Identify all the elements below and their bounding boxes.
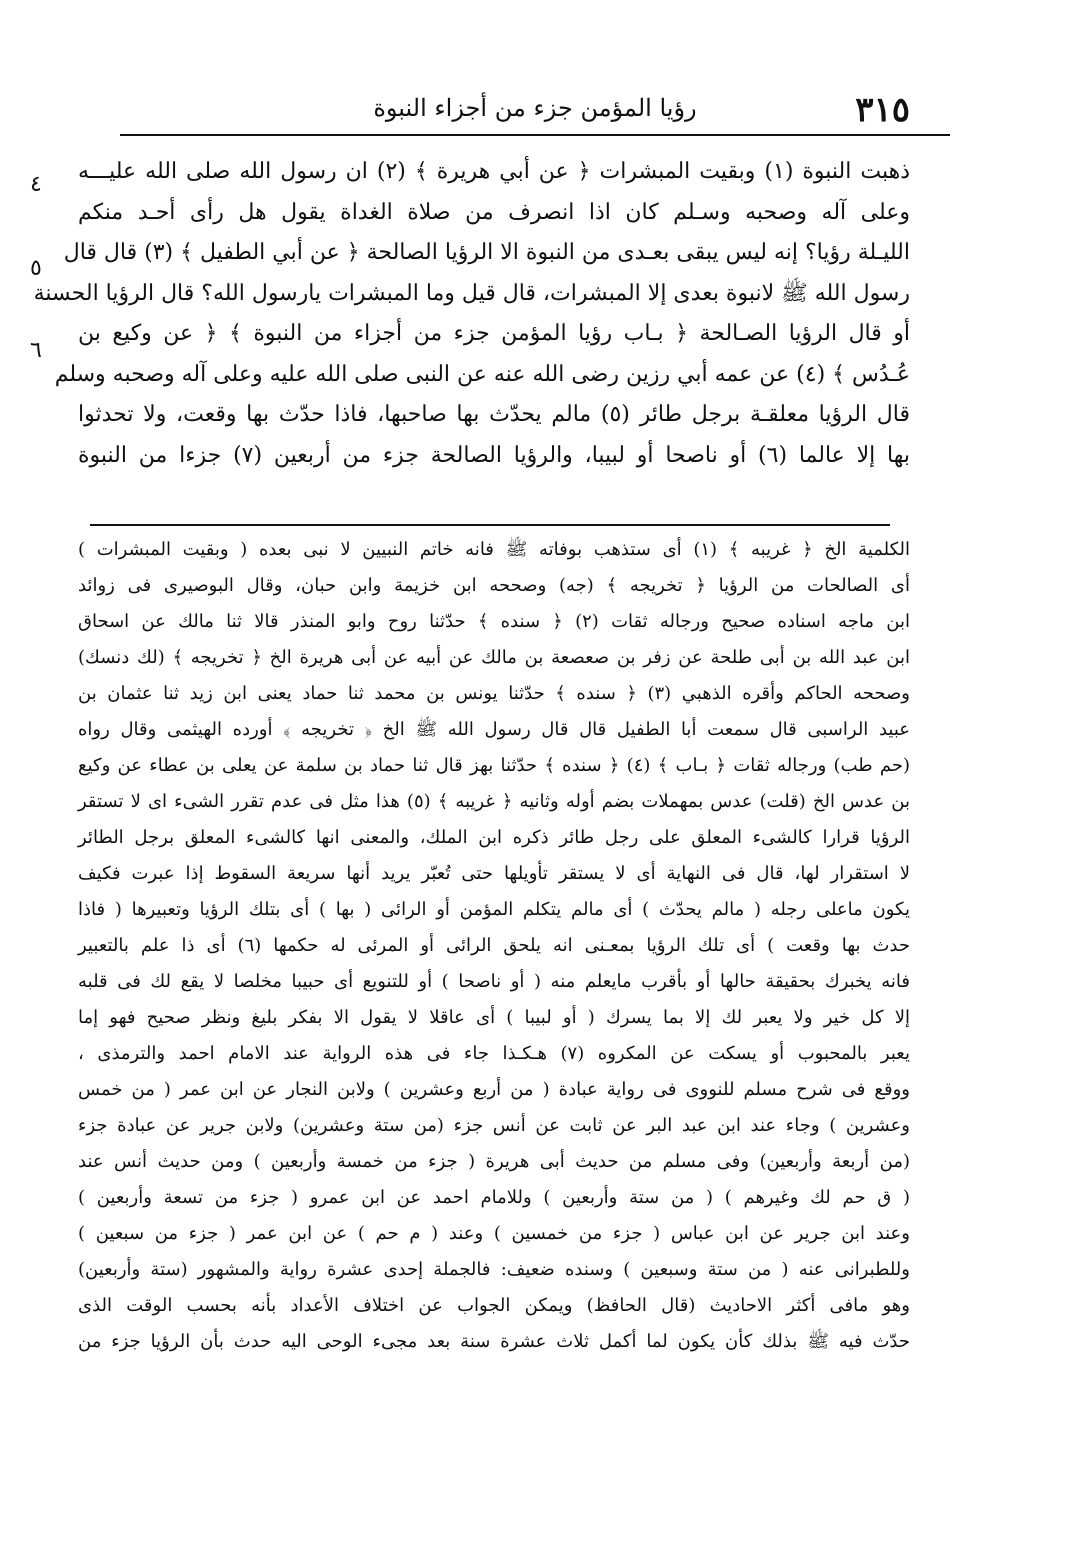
main-text-line: قال الرؤيا معلقـة برجل طائر (٥) مالم يحدّث بها صاحبها، فاذا حدّث بها وقعت، ولا تحدثوا (78, 402, 910, 427)
footnote-line: لا استقرار لها، قال فى النهاية أى لا يستقر تأويلها حتى تُعبّر يريد أنها سريعة السقوط إذا عبرت فكيف (78, 863, 910, 884)
footnote-line: فانه يخبرك بحقيقة حالها أو بأقرب مايعلم منه ( أو ناصحا ) أو للتنويع أى حبيبا مخلصا لا يقع لك فى قلبه (78, 971, 910, 992)
main-text-line: عُـدُس ﴾ (٤) عن عمه أبي رزين رضى الله عنه عن النبى صلى الله عليه وعلى آله وصحبه وسلم (54, 361, 910, 387)
page-number: ٣١٥ (855, 90, 910, 130)
footnote-line: وللطبرانى عنه ( من ستة وسبعين ) وسنده ضعيف: فالجملة إحدى عشرة رواية والمشهور (ستة وأربعين) (78, 1259, 910, 1280)
footnote-line: وعند ابن جرير عن ابن عباس ( جزء من خمسين ) وعند ( م حم ) عن ابن عمر ( جزء من سبعين ) (78, 1223, 910, 1244)
main-text-line: بها إلا عالما (٦) أو ناصحا أو لبيبا، والرؤيا الصالحة جزء من أربعين (٧) جزءا من النبوة (78, 442, 910, 468)
footnote-line: يعبر بالمحبوب أو يسكت عن المكروه (٧) هـكـذا جاء فى هذه الرواية عند الامام احمد والترمذى ، (78, 1043, 910, 1064)
footnote-line: ابن عبد الله بن أبى طلحة عن زفر بن صعصعة بن مالك عن أبيه عن أبى هريرة الخ ﴿ تخريجه ﴾ (لك دنسك) (78, 647, 910, 668)
footnote-line: عبيد الراسبى قال سمعت أبا الطفيل قال قال رسول الله ﷺ الخ ﴿ تخريجه ﴾ أورده الهيثمى وقال رواه (78, 719, 910, 740)
main-text-line: رسول الله ﷺ لانبوة بعدى إلا المبشرات، قال قيل وما المبشرات يارسول الله؟ قال الرؤيا الحسنة (33, 280, 910, 306)
main-text-block (33, 152, 910, 476)
footnote-line: الرؤيا قرارا كالشىء المعلق على رجل طائر ذكره ابن الملك، والمعنى انها كالشىء المعلق برجل الطائر (78, 827, 910, 848)
footnote-line: (من أربعة وأربعين) وفى مسلم من حديث أبى هريرة ( جزء من خمسة وأربعين ) ومن حديث أنس عند (78, 1151, 910, 1172)
footnote-line: وعشرين ) وجاء عند ابن عبد البر عن ثابت عن أنس جزء (من ستة وعشرين) ولابن جرير عن عبادة جزء (78, 1115, 910, 1136)
margin-line-number: ٤ (30, 172, 42, 197)
footnote-line: وهو مافى أكثر الاحاديث (قال الحافظ) ويمكن الجواب عن اختلاف الأعداد بأنه بحسب الوقت الذى (78, 1295, 910, 1316)
footnote-divider (90, 524, 890, 526)
footnote-line: أى الصالحات من الرؤيا ﴿ تخريجه ﴾ (جه) وصححه ابن خزيمة وابن حبان، وقال البوصيرى فى زوائد (78, 575, 910, 596)
footnotes-block (78, 532, 910, 1360)
main-text-line: وعلى آله وصحبه وسـلم كان اذا انصرف من صلاة الغداة يقول هل رأى أحـد منكم (78, 199, 910, 225)
main-text-line: ذهبت النبوة (١) وبقيت المبشرات ﴿ عن أبي هريرة ﴾ (٢) ان رسول الله صلى الله عليـــه (78, 159, 910, 184)
main-text-line: أو قال الرؤيا الصـالحة ﴿ بـاب رؤيا المؤمن جزء من أجزاء من النبوة ﴾ ﴿ عن وكيع بن (78, 321, 910, 346)
running-title: رؤيا المؤمن جزء من أجزاء النبوة (373, 94, 697, 122)
footnote-line: بن عدس الخ (قلت) عدس بمهملات بضم أوله وثانيه ﴿ غريبه ﴾ (٥) هذا مثل فى عدم تقرر الشىء اى لا تستقر (78, 791, 910, 812)
main-text-line: الليـلة رؤيا؟ إنه ليس يبقى بعـدى من النبوة الا الرؤيا الصالحة ﴿ عن أبي الطفيل ﴾ (٣) قال قال (63, 240, 910, 265)
page-header (120, 78, 950, 136)
footnote-line: ابن ماجه اسناده صحيح ورجاله ثقات (٢) ﴿ سنده ﴾ حدّثنا روح وابو المنذر قالا ثنا مالك عن اسحاق (78, 611, 911, 632)
footnote-line: إلا كل خير ولا يعبر لك إلا بما يسرك ( أو لبيبا ) أى عاقلا لا يقول الا بفكر بليغ ونظر صحيح فهو إما (78, 1007, 910, 1028)
footnote-line: حدّث فيه ﷺ بذلك كأن يكون لما أكمل ثلاث عشرة سنة بعد مجىء الوحى اليه حدث بأن الرؤيا جزء من (78, 1331, 910, 1352)
footnote-line: ( ق حم لك وغيرهم ) ( من ستة وأربعين ) وللامام احمد عن ابن عمرو ( جزء من تسعة وأربعين ) (78, 1187, 910, 1208)
footnote-line: الكلمية الخ ﴿ غريبه ﴾ (١) أى ستذهب بوفاته ﷺ فانه خاتم النبيين لا نبى بعده ( وبقيت المبشرات ) (78, 539, 910, 560)
footnote-line: حدث بها وقعت ) أى تلك الرؤيا بمعـنى انه يلحق الرائى أو المرئى له حكمها (٦) أى ذا علم بالتعبير (78, 935, 910, 956)
margin-line-number: ٦ (30, 338, 42, 363)
footnote-line: يكون ماعلى رجله ( مالم يحدّث ) أى مالم يتكلم المؤمن أو الرائى ( بها ) أى بتلك الرؤيا وتعبيرها ( فاذا (78, 899, 910, 920)
footnote-line: ووقع فى شرح مسلم للنووى فى رواية عبادة ( من أربع وعشرين ) ولابن النجار عن ابن عمر ( من خمس (78, 1079, 910, 1100)
footnote-line: (حم طب) ورجاله ثقات ﴿ بـاب ﴾ (٤) ﴿ سنده ﴾ حدّثنا بهز قال ثنا حماد بن سلمة عن يعلى بن عطاء عن وكيع (78, 755, 910, 776)
margin-line-number: ٥ (30, 256, 42, 281)
footnote-line: وصححه الحاكم وأقره الذهبي (٣) ﴿ سنده ﴾ حدّثنا يونس بن محمد ثنا حماد يعنى ابن زيد ثنا عثمان بن (78, 683, 910, 704)
